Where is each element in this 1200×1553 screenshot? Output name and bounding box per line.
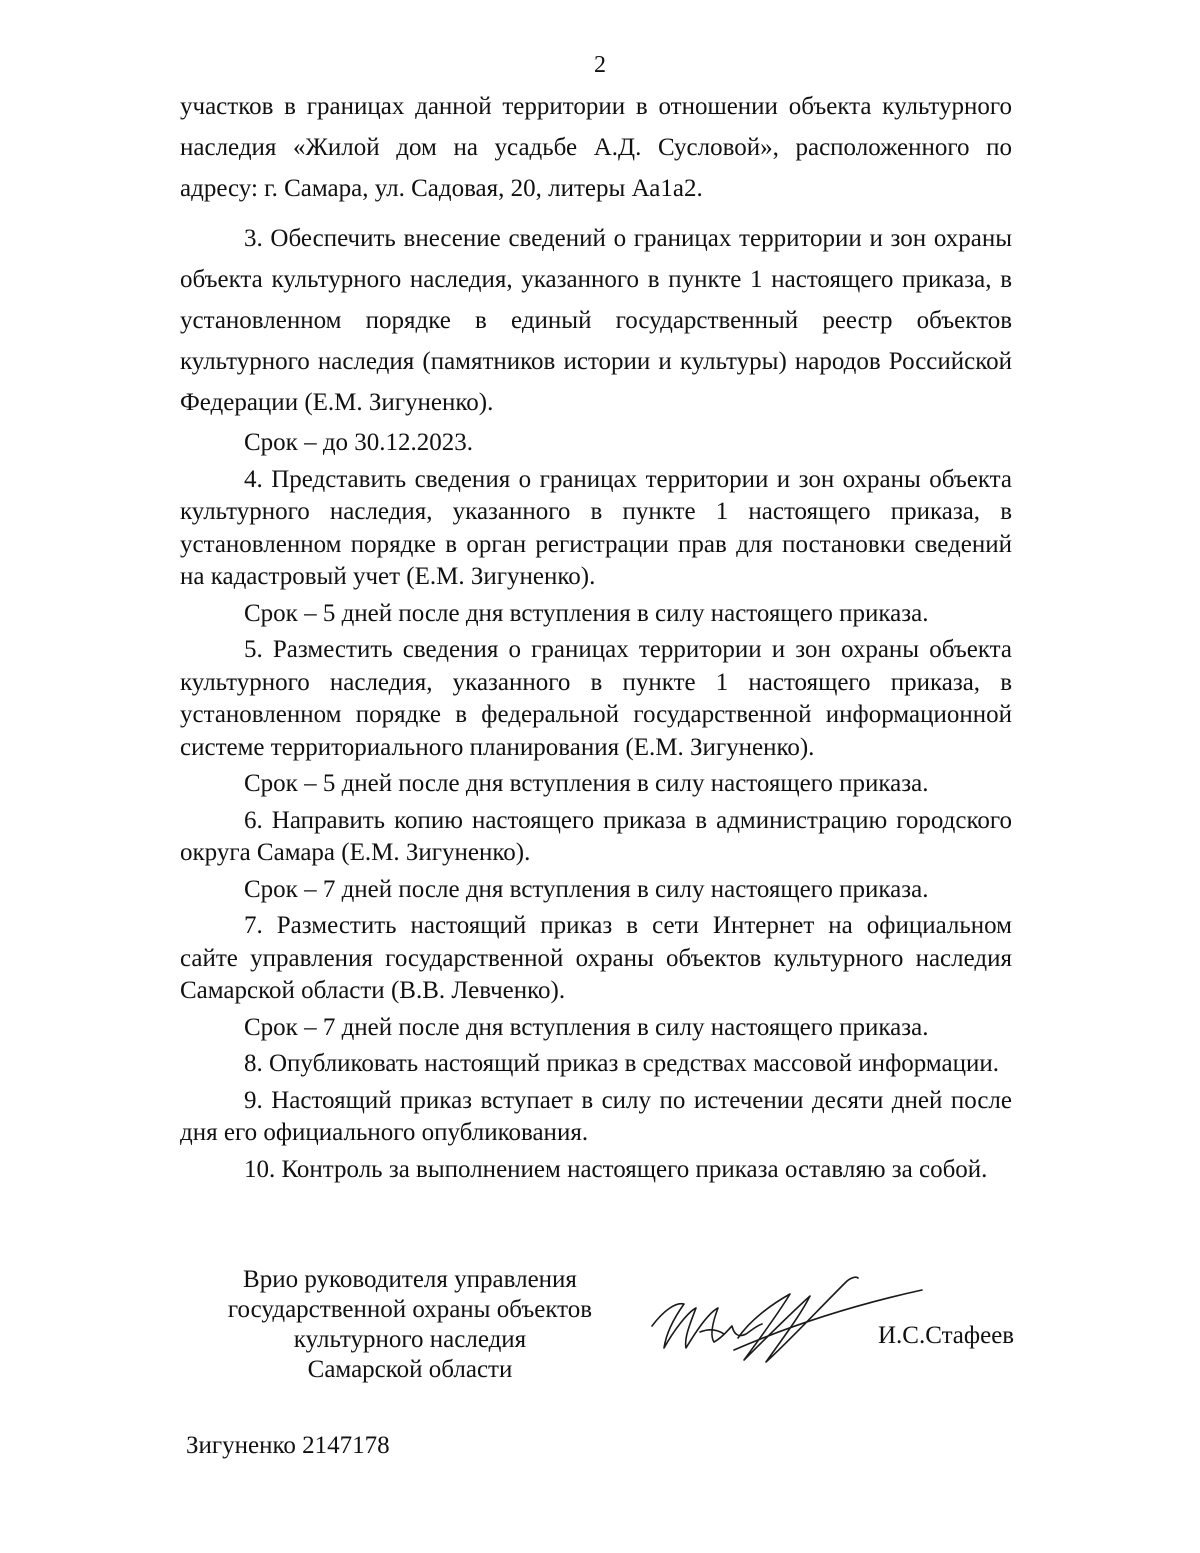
document-body (180, 86, 1012, 1186)
signatory-position-line: государственной охраны объектов (227, 1296, 593, 1323)
signature-stroke (738, 1277, 858, 1362)
paragraph-item-4: 4. Представить сведения о границах территории и зон охраны объекта культурного наследия, указанного в пункте 1 настоящего приказа, в установленном порядке в орган регистрации прав для постановки сведений на кадастровый учет (Е.М. Зигуненко). (180, 465, 1012, 590)
paragraph-item-6: 6. Направить копию настоящего приказа в администрацию городского округа Самара (Е.М. Зигуненко). (180, 806, 1012, 866)
page-number: 2 (594, 52, 606, 78)
executor-note: Зигуненко 2147178 (186, 1432, 390, 1459)
signatory-position-line: Врио руководителя управления (243, 1266, 577, 1293)
paragraph-item-9: 9. Настоящий приказ вступает в силу по истечении десяти дней после дня его официального опубликования. (180, 1086, 1012, 1146)
paragraph-item-7: 7. Разместить настоящий приказ в сети Интернет на официальном сайте управления государственной охраны объектов культурного наследия Самарской области (В.В. Левченко). (180, 912, 1012, 1004)
paragraph-item-10: 10. Контроль за выполнением настоящего приказа оставляю за собой. (244, 1155, 988, 1183)
deadline-item-5: Срок – 5 дней после дня вступления в силу настоящего приказа. (244, 770, 929, 797)
signatory-position (210, 1265, 610, 1385)
paragraph-item-3: 3. Обеспечить внесение сведений о границах территории и зон охраны объекта культурного наследия, указанного в пункте 1 настоящего приказа, в установленном порядке в единый государственный реестр объектов культурного наследия (памятников истории и культуры) народов Российской Федерации (Е.М. Зигуненко). (180, 225, 1012, 416)
paragraph-item-5: 5. Разместить сведения о границах территории и зон охраны объекта культурного наследия, указанного в пункте 1 настоящего приказа, в установленном порядке в федеральной государственной информационной системе территориального планирования (Е.М. Зигуненко). (180, 636, 1012, 761)
deadline-item-6: Срок – 7 дней после дня вступления в силу настоящего приказа. (244, 875, 929, 903)
signature-stroke (652, 1304, 762, 1348)
deadline-item-3: Срок – до 30.12.2023. (244, 429, 474, 456)
paragraph-continuation: участков в границах данной территории в отношении объекта культурного наследия «Жилой дом на усадьбе А.Д. Сусловой», расположенного по адресу: г. Самара, ул. Садовая, 20, литеры Аа1а2. (180, 93, 1012, 202)
deadline-item-7: Срок – 7 дней после дня вступления в силу настоящего приказа. (244, 1013, 929, 1041)
signatory-position-line: культурного наследия (293, 1326, 527, 1353)
signer-name: И.С.Стафеев (878, 1322, 1015, 1349)
deadline-item-4: Срок – 5 дней после дня вступления в силу настоящего приказа. (244, 599, 929, 627)
signatory-position-line: Самарской области (307, 1356, 513, 1383)
paragraph-item-8: 8. Опубликовать настоящий приказ в средствах массовой информации. (244, 1050, 1000, 1077)
